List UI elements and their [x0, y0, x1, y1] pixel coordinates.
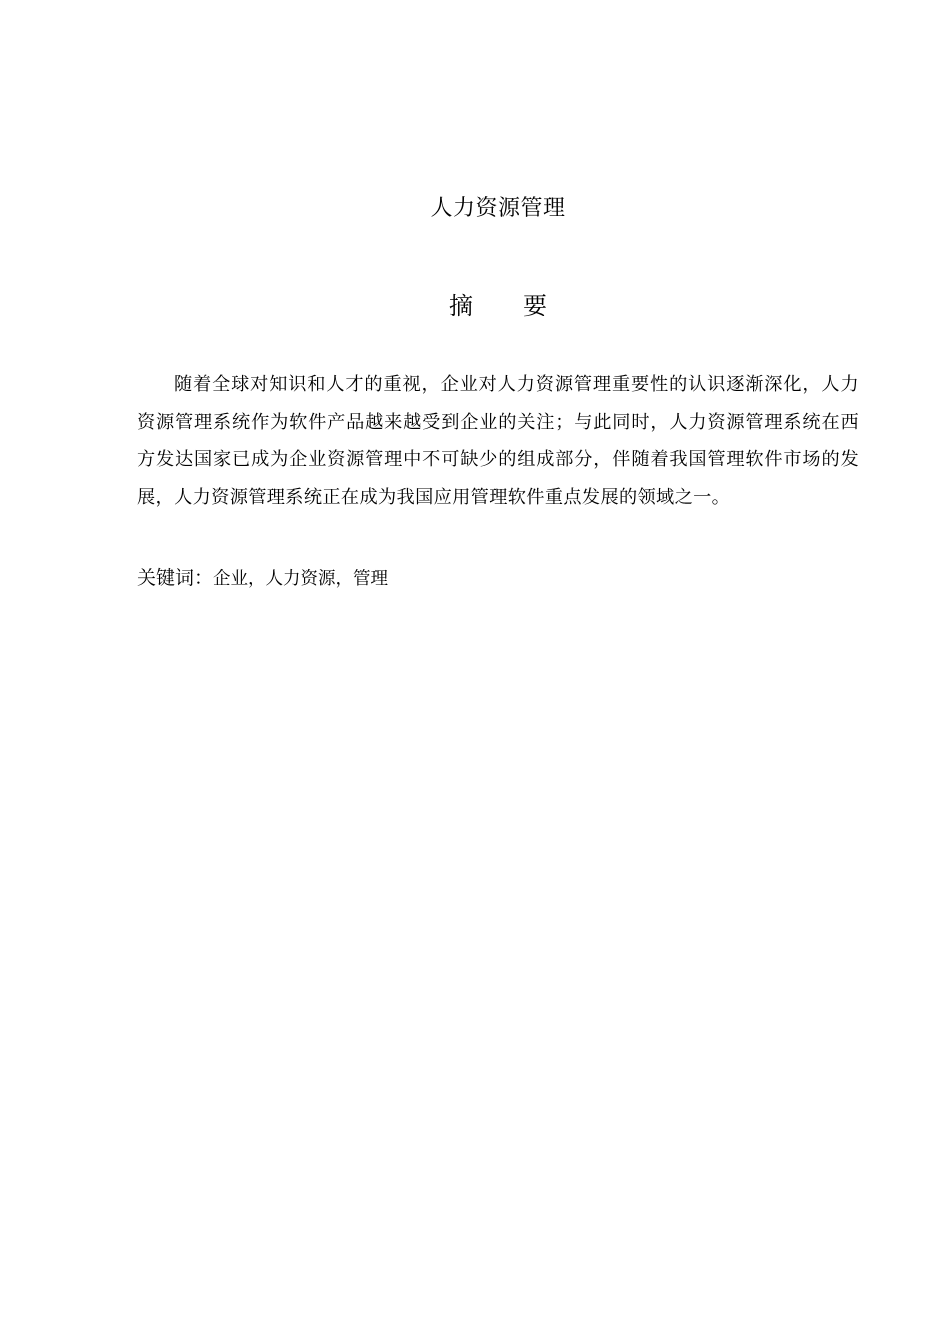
document-title: 人力资源管理	[430, 196, 566, 221]
abstract-heading	[0, 290, 950, 322]
keywords-value: 企业，人力资源，管理	[213, 569, 389, 589]
abstract-paragraph: 随着全球对知识和人才的重视，企业对人力资源管理重要性的认识逐渐深化，人力资源管理系统作为软件产品越来越受到企业的关注；与此同时，人力资源管理系统在西方发达国家已成为企业资源管理中不可缺少的组成部分，伴随着我国管理软件市场的发展，人力资源管理系统正在成为我国应用管理软件重点发展的领域之一。	[137, 374, 859, 508]
keywords-label: 关键词：	[137, 567, 214, 589]
keywords-line	[137, 563, 859, 595]
abstract-heading-char-1: 摘	[449, 292, 473, 320]
abstract-heading-char-2: 要	[523, 292, 547, 320]
